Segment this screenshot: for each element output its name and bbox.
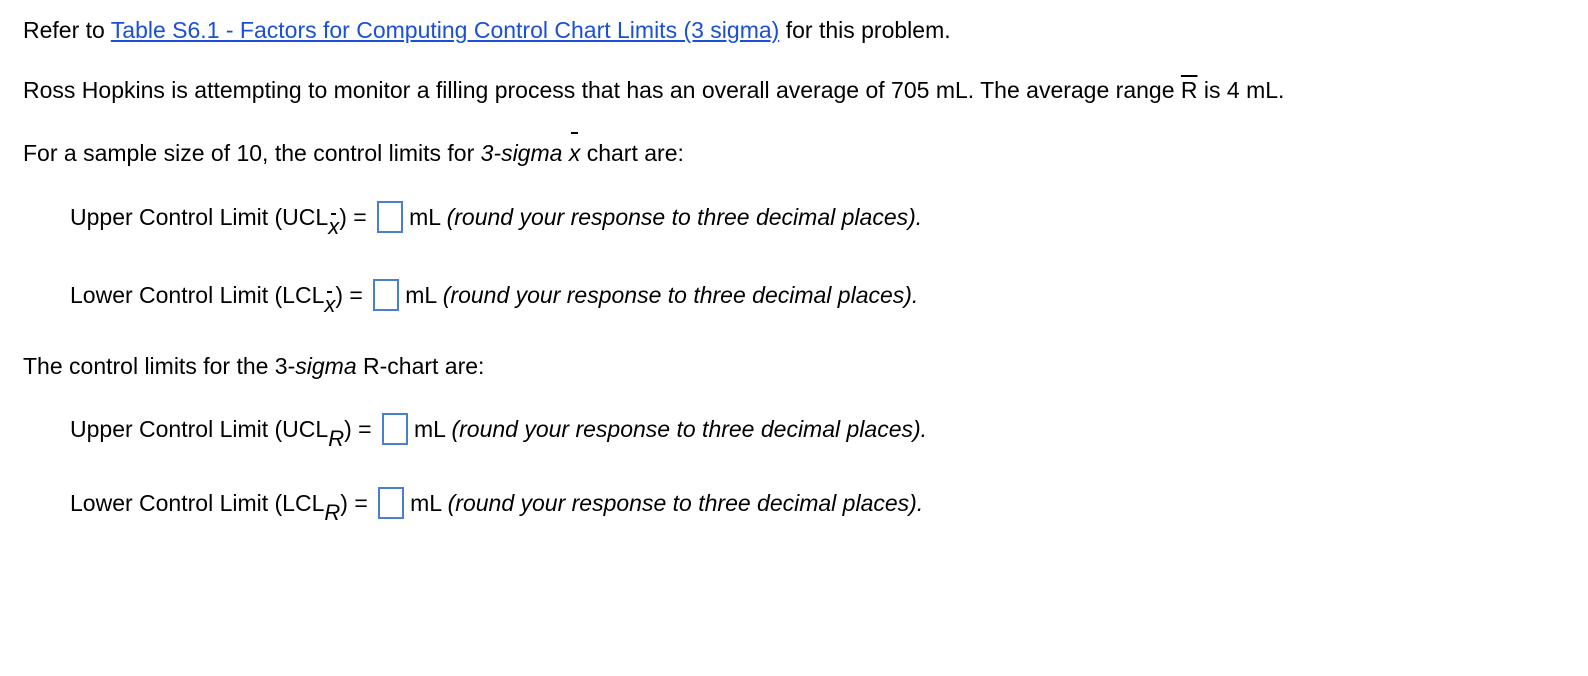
problem-text-after: is 4 mL. [1197,77,1285,103]
x-bar-symbol: x [568,140,581,166]
xbar-ucl-answer-input[interactable] [377,201,403,233]
r-heading-sigma: sigma [295,353,357,379]
r-lcl-row [70,488,924,525]
xbar-ucl-label: Upper Control Limit (UCL [70,204,329,230]
xbar-lcl-label: Lower Control Limit (LCL [70,282,325,308]
xbar-ucl-row [70,202,923,239]
r-lcl-instruction: (round your response to three decimal places). [447,490,924,516]
r-ucl-instruction: (round your response to three decimal places). [451,416,928,442]
r-ucl-row [70,414,928,451]
intro-suffix: for this problem. [779,17,951,43]
r-heading-suffix: R-chart are: [356,353,485,379]
xbar-lcl-instruction: (round your response to three decimal places). [442,282,919,308]
xbar-lcl-subscript: x [324,290,335,320]
xbar-lcl-answer-input[interactable] [373,279,399,311]
problem-statement [23,75,1284,105]
xbar-heading-suffix: chart are: [580,140,684,166]
xbar-lcl-close: ) = [335,282,370,308]
xbar-ucl-unit: mL [409,204,447,230]
xbar-ucl-subscript: x [328,212,339,242]
r-heading-prefix: The control limits for the 3- [23,353,296,379]
xbar-heading-prefix: For a sample size of 10, the control limits for [23,140,481,166]
r-ucl-label: Upper Control Limit (UCL [70,416,329,442]
r-lcl-unit: mL [410,490,448,516]
r-lcl-subscript: R [324,500,341,525]
r-bar-symbol: $\overline{R}$ [1180,77,1198,103]
intro-prefix: Refer to [23,17,111,43]
r-ucl-answer-input[interactable] [382,413,408,445]
xbar-lcl-unit: mL [405,282,443,308]
factors-table-link[interactable]: Table S6.1 - Factors for Computing Control Chart Limits (3 sigma) [110,17,780,43]
xbar-section-heading [23,138,684,168]
xbar-heading-sigma: 3-sigma [480,140,563,166]
intro-line [23,15,951,45]
xbar-lcl-row [70,280,919,317]
r-ucl-unit: mL [413,416,452,442]
xbar-ucl-close: ) = [339,204,374,230]
r-section-heading [23,351,484,381]
xbar-ucl-instruction: (round your response to three decimal places). [446,204,923,230]
r-ucl-close: ) = [344,416,378,442]
r-lcl-close: ) = [340,490,375,516]
r-ucl-subscript: R [328,426,345,451]
r-lcl-label: Lower Control Limit (LCL [70,490,325,516]
r-lcl-answer-input[interactable] [378,487,404,519]
problem-text-before: Ross Hopkins is attempting to monitor a filling process that has an overall average of 705 mL. The average range [23,77,1181,103]
